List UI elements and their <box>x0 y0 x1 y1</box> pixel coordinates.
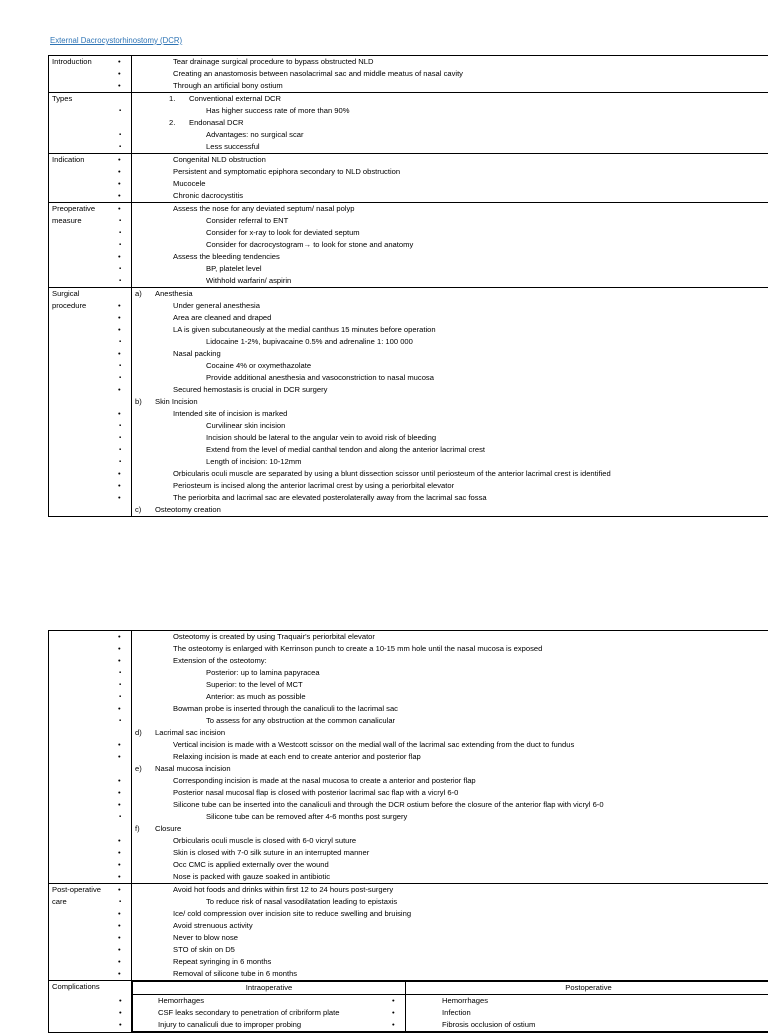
bullet-item <box>135 775 768 787</box>
bullet-item <box>135 944 768 956</box>
item-text: BP, platelet level <box>206 264 262 273</box>
item-text: STO of skin on D5 <box>173 945 235 954</box>
item-text: Vertical incision is made with a Westcott scissor on the medial wall of the lacrimal sac extending from the duct to fundus <box>173 740 574 749</box>
bullet-item <box>135 80 768 92</box>
section-heading-text: Introduction <box>52 56 128 68</box>
bullet-item <box>135 835 768 847</box>
complication-item: • Infection <box>409 1007 768 1019</box>
sub-bullet-item <box>135 811 768 823</box>
item-text: Ice/ cold compression over incision site to reduce swelling and bruising <box>173 909 411 918</box>
section-content <box>132 56 768 93</box>
section-content <box>132 93 768 154</box>
item-text: Withhold warfarin/ aspirin <box>206 276 291 285</box>
bullet-item <box>135 166 768 178</box>
bullet-item <box>135 739 768 751</box>
bullet-item <box>135 251 768 263</box>
bullet-item <box>135 68 768 80</box>
item-text: Orbicularis oculi muscle are separated by using a blunt dissection scissor until periosteum of the anterior lacrimal crest is identified <box>173 469 611 478</box>
item-text: The periorbita and lacrimal sac are elevated posterolaterally away from the lacrimal sac fossa <box>173 493 487 502</box>
numbered-item <box>135 93 768 105</box>
item-text: Consider for x-ray to look for deviated septum <box>206 228 360 237</box>
item-text: Skin is closed with 7-0 silk suture in an interrupted manner <box>173 848 369 857</box>
bullet-item <box>135 787 768 799</box>
item-text: Nasal packing <box>173 349 221 358</box>
bullet-item <box>135 408 768 420</box>
item-text: Incision should be lateral to the angular vein to avoid risk of bleeding <box>206 433 436 442</box>
item-marker: f) <box>135 823 155 835</box>
item-text: Curvilinear skin incision <box>206 421 285 430</box>
bullet-item <box>135 643 768 655</box>
item-text: Occ CMC is applied externally over the wound <box>173 860 329 869</box>
section-row <box>49 154 768 203</box>
item-marker: 1. <box>169 93 189 105</box>
sub-bullet-item <box>135 896 768 908</box>
sub-bullet-item <box>135 444 768 456</box>
item-marker: c) <box>135 504 155 516</box>
item-text: Nose is packed with gauze soaked in antibiotic <box>173 872 330 881</box>
document-title: External Dacrocystorhinostomy (DCR) <box>50 35 182 47</box>
item-text: Silicone tube can be inserted into the canaliculi and through the DCR ostium before the closure of the anterior flap with vicryl 6-0 <box>173 800 604 809</box>
item-text: Bowman probe is inserted through the canaliculi to the lacrimal sac <box>173 704 398 713</box>
item-text: Assess the nose for any deviated septum/ nasal polyp <box>173 204 355 213</box>
bullet-item <box>135 956 768 968</box>
item-marker: e) <box>135 763 155 775</box>
item-marker: b) <box>135 396 155 408</box>
bullet-item <box>135 300 768 312</box>
item-text: Mucocele <box>173 179 206 188</box>
bullet-item <box>135 968 768 980</box>
item-marker: d) <box>135 727 155 739</box>
dcr-table-page-2 <box>48 630 768 1033</box>
bullet-item <box>135 154 768 166</box>
section-heading-text: Post-operative <box>52 884 128 896</box>
sub-bullet-item <box>135 105 768 117</box>
item-text: Relaxing incision is made at each end to create anterior and posterior flap <box>173 752 421 761</box>
bullet-item <box>135 751 768 763</box>
dcr-table-page-1 <box>48 55 768 517</box>
item-text: Avoid strenuous activity <box>173 921 253 930</box>
item-text: Under general anesthesia <box>173 301 260 310</box>
sub-bullet-item <box>135 372 768 384</box>
bullet-item <box>135 56 768 68</box>
item-text: Creating an anastomosis between nasolacrimal sac and middle meatus of nasal cavity <box>173 69 463 78</box>
sub-bullet-item <box>135 239 768 251</box>
section-row <box>49 288 768 517</box>
numbered-item <box>135 396 768 408</box>
item-text: Secured hemostasis is crucial in DCR surgery <box>173 385 327 394</box>
item-text: Through an artificial bony ostium <box>173 81 283 90</box>
sub-bullet-item <box>135 275 768 287</box>
item-text: Osteotomy is created by using Traquair's periorbital elevator <box>173 632 375 641</box>
section-content <box>132 154 768 203</box>
sub-bullet-item <box>135 129 768 141</box>
item-text: LA is given subcutaneously at the medial canthus 15 minutes before operation <box>173 325 436 334</box>
bullet-item <box>135 884 768 896</box>
sub-bullet-item <box>135 715 768 727</box>
item-marker: a) <box>135 288 155 300</box>
complications-heading: Complications <box>49 981 132 1033</box>
item-text: Closure <box>155 824 181 833</box>
item-text: Posterior nasal mucosal flap is closed with posterior lacrimal sac flap with a vicryl 6-0 <box>173 788 458 797</box>
item-text: Never to blow nose <box>173 933 238 942</box>
bullet-item <box>135 932 768 944</box>
bullet-item <box>135 190 768 202</box>
bullet-item <box>135 348 768 360</box>
item-text: Periosteum is incised along the anterior lacrimal crest by using a periorbital elevator <box>173 481 454 490</box>
section-row <box>49 203 768 288</box>
section-heading-text: measure <box>52 215 128 227</box>
bullet-item <box>135 871 768 883</box>
item-text: Anterior: as much as possible <box>206 692 306 701</box>
item-text: Corresponding incision is made at the nasal mucosa to create a anterior and posterior flap <box>173 776 476 785</box>
item-text: Congenital NLD obstruction <box>173 155 266 164</box>
numbered-item <box>135 763 768 775</box>
sub-bullet-item <box>135 667 768 679</box>
section-row <box>49 631 768 884</box>
bullet-item <box>135 655 768 667</box>
complication-item: • CSF leaks secondary to penetration of cribriform plate <box>136 1007 402 1019</box>
item-text: Tear drainage surgical procedure to bypass obstructed NLD <box>173 57 374 66</box>
sub-bullet-item <box>135 141 768 153</box>
bullet-item <box>135 312 768 324</box>
item-text: Less successful <box>206 142 260 151</box>
item-text: Endonasal DCR <box>189 118 243 127</box>
complication-item: • Injury to canaliculi due to improper probing <box>136 1019 402 1031</box>
section-row <box>49 884 768 981</box>
item-text: Assess the bleeding tendencies <box>173 252 280 261</box>
item-text: Extension of the osteotomy: <box>173 656 267 665</box>
item-text: Lacrimal sac incision <box>155 728 225 737</box>
item-text: Posterior: up to lamina papyracea <box>206 668 320 677</box>
bullet-item <box>135 847 768 859</box>
numbered-item <box>135 504 768 516</box>
item-text: Avoid hot foods and drinks within first 12 to 24 hours post-surgery <box>173 885 393 894</box>
item-text: Intended site of incision is marked <box>173 409 287 418</box>
item-text: Consider for dacrocystogram→ to look for stone and anatomy <box>206 240 413 249</box>
section-heading-text: Surgical <box>52 288 128 300</box>
section-content <box>132 884 768 981</box>
bullet-item <box>135 799 768 811</box>
item-text: Superior: to the level of MCT <box>206 680 303 689</box>
sub-bullet-item <box>135 360 768 372</box>
section-heading-text: care <box>52 896 128 908</box>
postoperative-header: Postoperative <box>406 982 768 995</box>
bullet-item <box>135 203 768 215</box>
sub-bullet-item <box>135 420 768 432</box>
sub-bullet-item <box>135 263 768 275</box>
bullet-item <box>135 920 768 932</box>
item-text: Persistent and symptomatic epiphora secondary to NLD obstruction <box>173 167 400 176</box>
section-heading-text: procedure <box>52 300 128 312</box>
item-text: Advantages: no surgical scar <box>206 130 304 139</box>
sub-bullet-item <box>135 456 768 468</box>
item-text: Provide additional anesthesia and vasoconstriction to nasal mucosa <box>206 373 434 382</box>
item-marker: 2. <box>169 117 189 129</box>
complication-item: • Fibrosis occlusion of ostium <box>409 1019 768 1031</box>
sub-bullet-item <box>135 336 768 348</box>
item-text: Cocaine 4% or oxymethazolate <box>206 361 311 370</box>
item-text: Has higher success rate of more than 90% <box>206 106 350 115</box>
bullet-item <box>135 468 768 480</box>
bullet-item <box>135 492 768 504</box>
intraoperative-header: Intraoperative <box>133 982 406 995</box>
postoperative-list <box>406 995 768 1032</box>
section-content <box>132 288 768 517</box>
item-text: Osteotomy creation <box>155 505 221 514</box>
item-text: Skin Incision <box>155 397 198 406</box>
section-row <box>49 56 768 93</box>
item-text: Repeat syringing in 6 months <box>173 957 271 966</box>
item-text: To assess for any obstruction at the common canalicular <box>206 716 395 725</box>
complications-table <box>132 981 768 1032</box>
item-text: Extend from the level of medial canthal tendon and along the anterior lacrimal crest <box>206 445 485 454</box>
bullet-item <box>135 908 768 920</box>
item-text: Anesthesia <box>155 289 193 298</box>
complication-item: • Hemorrhages <box>409 995 768 1007</box>
section-row <box>49 93 768 154</box>
section-content <box>132 203 768 288</box>
section-heading-text: Types <box>52 93 128 105</box>
numbered-item <box>135 288 768 300</box>
item-text: To reduce risk of nasal vasodilatation leading to epistaxis <box>206 897 397 906</box>
item-text: Conventional external DCR <box>189 94 281 103</box>
bullet-item <box>135 324 768 336</box>
item-text: Chronic dacrocystitis <box>173 191 243 200</box>
numbered-item <box>135 823 768 835</box>
item-text: Removal of silicone tube in 6 months <box>173 969 297 978</box>
complications-row <box>49 981 768 1033</box>
intraoperative-list <box>133 995 406 1032</box>
bullet-item <box>135 178 768 190</box>
item-text: Nasal mucosa incision <box>155 764 231 773</box>
item-text: The osteotomy is enlarged with Kerrinson punch to create a 10-15 mm hole until the nasal mucosa is exposed <box>173 644 542 653</box>
complication-item: • Hemorrhages <box>136 995 402 1007</box>
bullet-item <box>135 384 768 396</box>
sub-bullet-item <box>135 432 768 444</box>
numbered-item <box>135 727 768 739</box>
sub-bullet-item <box>135 679 768 691</box>
item-text: Consider referral to ENT <box>206 216 288 225</box>
item-text: Silicone tube can be removed after 4-6 months post surgery <box>206 812 407 821</box>
bullet-item <box>135 703 768 715</box>
item-text: Length of incision: 10-12mm <box>206 457 301 466</box>
numbered-item <box>135 117 768 129</box>
bullet-item <box>135 859 768 871</box>
bullet-item <box>135 480 768 492</box>
item-text: Orbicularis oculi muscle is closed with 6-0 vicryl suture <box>173 836 356 845</box>
bullet-item <box>135 631 768 643</box>
section-heading-text: Indication <box>52 154 128 166</box>
section-content <box>132 631 768 884</box>
sub-bullet-item <box>135 215 768 227</box>
item-text: Area are cleaned and draped <box>173 313 271 322</box>
sub-bullet-item <box>135 691 768 703</box>
section-heading-text: Preoperative <box>52 203 128 215</box>
sub-bullet-item <box>135 227 768 239</box>
item-text: Lidocaine 1-2%, bupivacaine 0.5% and adrenaline 1: 100 000 <box>206 337 413 346</box>
